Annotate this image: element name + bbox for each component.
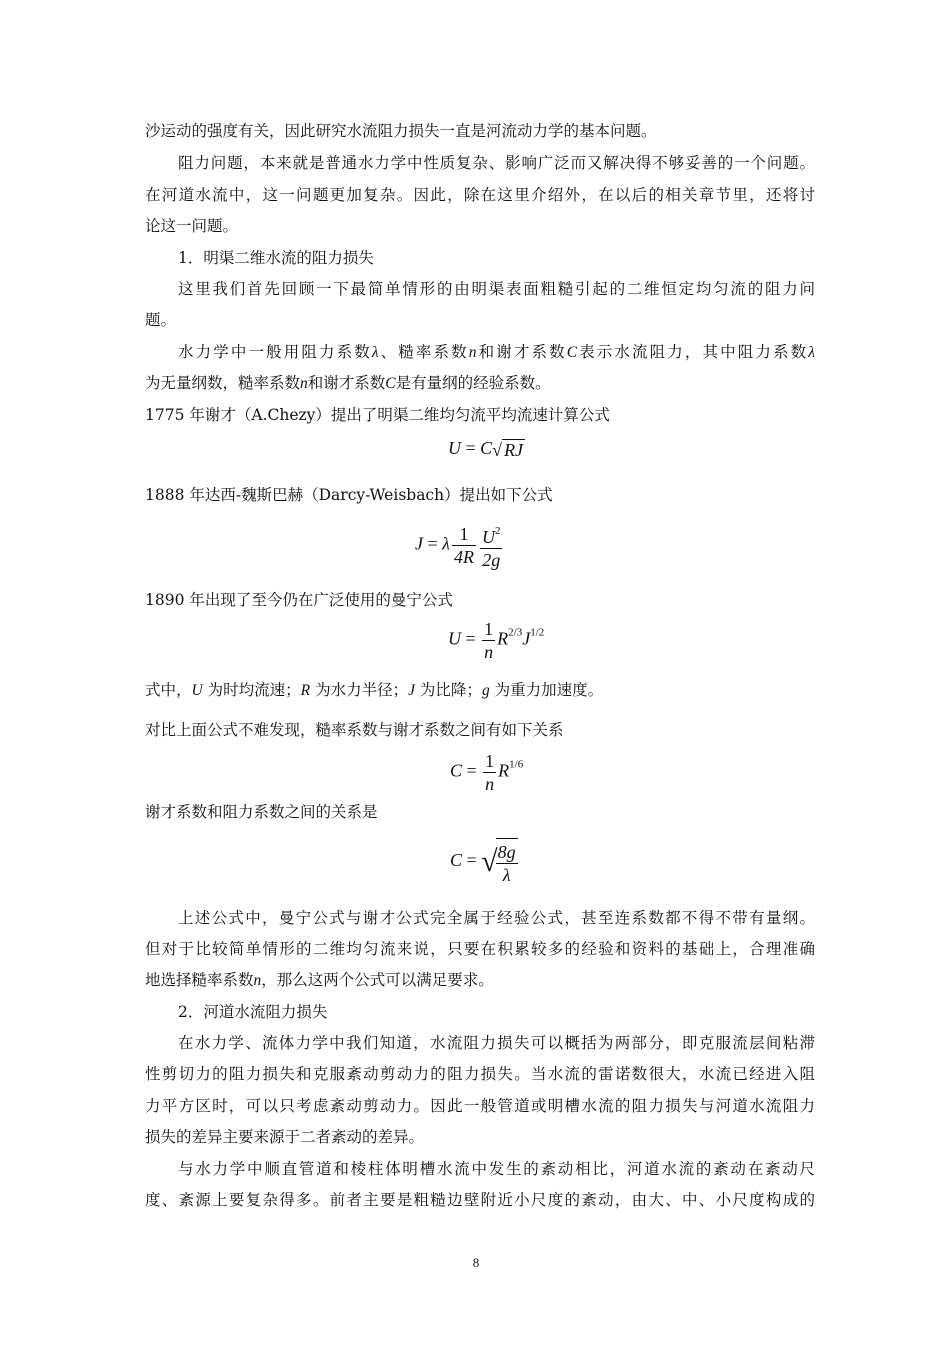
- paragraph-7: 1890 年出现了至今仍在广泛使用的曼宁公式: [145, 591, 453, 609]
- paragraph-11-line-1: 上述公式中，曼宁公式与谢才公式完全属于经验公式，甚至连系数都不得不带有量纲。: [178, 909, 815, 927]
- paragraph-11-line-2: 但对于比较简单情形的二维均匀流来说，只要在积累较多的经验和资料的基础上，合理准确: [145, 940, 815, 958]
- paragraph-6: 1888 年达西-魏斯巴赫（Darcy-Weisbach）提出如下公式: [145, 486, 553, 504]
- equation-darcy-weisbach: J = λ $\frac{1}{4R}$ $\frac{U^2}{2g}$: [415, 520, 504, 571]
- paragraph-8: 式中，U 为时均流速；R 为水力半径；J 为比降；g 为重力加速度。: [145, 681, 604, 699]
- equation-chezy-lambda-relation: C = √ $\frac{8g}{\lambda}$: [450, 838, 520, 886]
- paragraph-12-line-3: 力平方区时，可以只考虑紊动剪动力。因此一般管道或明槽水流的阻力损失与河道水流阻力: [145, 1097, 815, 1115]
- section-heading-1: 1．明渠二维水流的阻力损失: [178, 249, 374, 267]
- paragraph-4-line-1: 水力学中一般用阻力系数λ、糙率系数n和谢才系数C表示水流阻力，其中阻力系数λ: [178, 343, 815, 361]
- paragraph-5: 1775 年谢才（A.Chezy）提出了明渠二维均匀流平均流速计算公式: [145, 406, 610, 424]
- paragraph-13-line-2: 度、紊源上要复杂得多。前者主要是粗糙边壁附近小尺度的紊动，由大、中、小尺度构成的: [145, 1191, 815, 1209]
- paragraph-3-line-1: 这里我们首先回顾一下最简单情形的由明渠表面粗糙引起的二维恒定均匀流的阻力问: [178, 280, 815, 298]
- paragraph-4-line-2: 为无量纲数，糙率系数n和谢才系数C是有量纲的经验系数。: [145, 374, 551, 392]
- paragraph-12-line-4: 损失的差异主要来源于二者紊动的差异。: [145, 1128, 425, 1146]
- section-heading-2: 2．河道水流阻力损失: [178, 1003, 328, 1021]
- page-number: 8: [472, 1255, 480, 1270]
- paragraph-2-line-3: 论这一问题。: [145, 217, 239, 235]
- equation-manning: U = $\frac{1}{n}$ $R^{2/3}J^{1/2}$: [448, 619, 545, 662]
- paragraph-1-line-1: 沙运动的强度有关，因此研究水流阻力损失一直是河流动力学的基本问题。: [145, 122, 657, 140]
- paragraph-13-line-1: 与水力学中顺直管道和棱柱体明槽水流中发生的紊动相比，河道水流的紊动在紊动尺: [178, 1160, 815, 1178]
- equation-chezy-manning-relation: C = $\frac{1}{n}$ $R^{1/6}$: [450, 751, 524, 794]
- paragraph-2-line-2: 在河道水流中，这一问题更加复杂。因此，除在这里介绍外，在以后的相关章节里，还将讨: [145, 186, 815, 204]
- paragraph-3-line-2: 题。: [145, 311, 177, 329]
- paragraph-2-line-1: 阻力问题，本来就是普通水力学中性质复杂、影响广泛而又解决得不够妥善的一个问题。: [178, 154, 815, 172]
- equation-chezy: U = C√ RJ: [448, 438, 524, 460]
- paragraph-12-line-1: 在水力学、流体力学中我们知道，水流阻力损失可以概括为两部分，即克服流层间粘滞: [178, 1034, 815, 1052]
- paragraph-10: 谢才系数和阻力系数之间的关系是: [145, 803, 378, 821]
- paragraph-9: 对比上面公式不难发现，糙率系数与谢才系数之间有如下关系: [145, 721, 564, 739]
- paragraph-12-line-2: 性剪切力的阻力损失和克服紊动剪动力的阻力损失。当水流的雷诺数很大，水流已经进入阻: [145, 1065, 815, 1083]
- paragraph-11-line-3: 地选择糙率系数n，那么这两个公式可以满足要求。: [145, 971, 494, 989]
